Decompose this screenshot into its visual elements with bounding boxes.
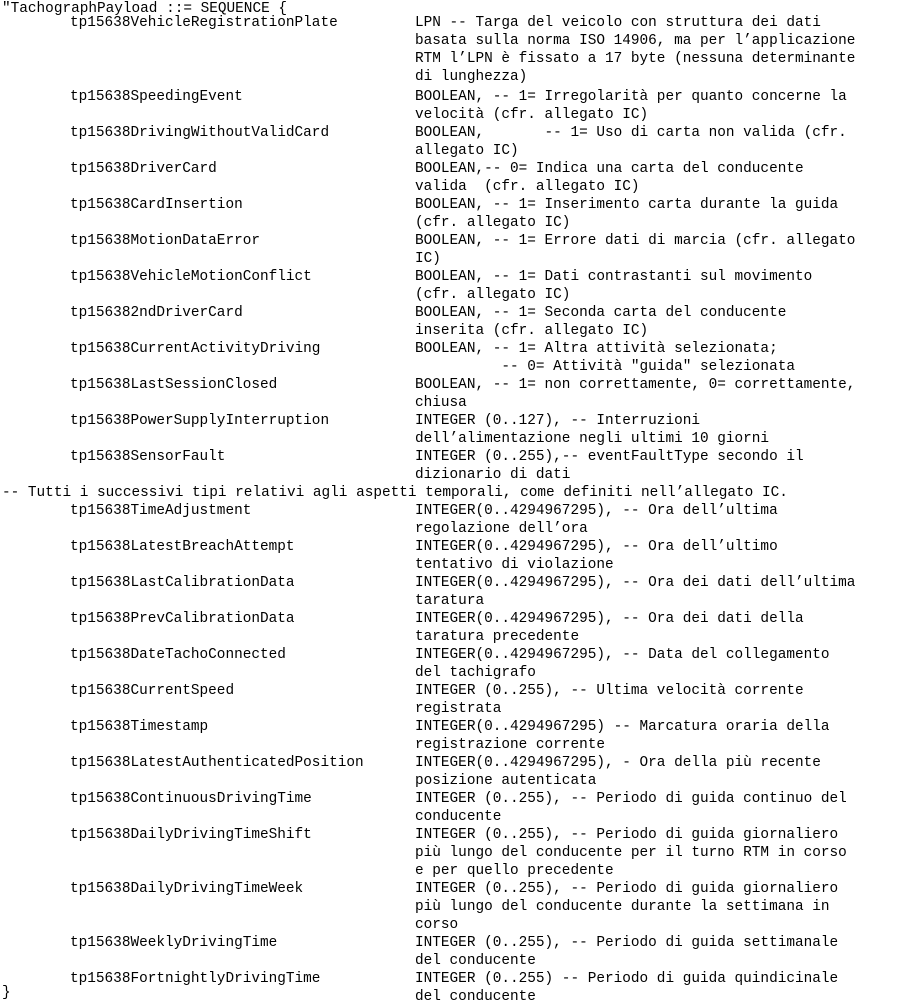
field-description: BOOLEAN, -- 1= non correttamente, 0= correttamente, chiusa [415, 377, 856, 411]
field-name: tp15638DailyDrivingTimeWeek [70, 881, 304, 897]
field-description: BOOLEAN, -- 1= Errore dati di marcia (cfr. allegato IC) [415, 233, 856, 267]
field-description: BOOLEAN,-- 0= Indica una carta del conducente valida (cfr. allegato IC) [415, 161, 804, 195]
field-description: INTEGER (0..255), -- Periodo di guida giornaliero più lungo del conducente per il turno RTM in corso e per quello precedente [415, 827, 847, 879]
field-name: tp15638VehicleRegistrationPlate [70, 15, 338, 31]
field-description: INTEGER(0..4294967295), -- Ora dei dati della taratura precedente [415, 611, 804, 645]
field-name: tp15638FortnightlyDrivingTime [70, 971, 321, 987]
field-name: tp15638DriverCard [70, 161, 217, 177]
field-description: INTEGER (0..255), -- Periodo di guida giornaliero più lungo del conducente durante la settimana in corso [415, 881, 839, 933]
field-description: BOOLEAN, -- 1= Seconda carta del conducente inserita (cfr. allegato IC) [415, 305, 787, 339]
field-name: tp15638LastCalibrationData [70, 575, 295, 591]
field-name: tp15638DateTachoConnected [70, 647, 286, 663]
field-name: tp15638LastSessionClosed [70, 377, 278, 393]
field-description: INTEGER (0..255), -- Periodo di guida settimanale del conducente [415, 935, 839, 969]
field-name: tp15638TimeAdjustment [70, 503, 252, 519]
field-name: tp15638CardInsertion [70, 197, 243, 213]
field-description: INTEGER (0..127), -- Interruzioni dell’alimentazione negli ultimi 10 giorni [415, 413, 770, 447]
field-name: tp15638Timestamp [70, 719, 209, 735]
field-description: INTEGER (0..255), -- Periodo di guida continuo del conducente [415, 791, 847, 825]
field-name: tp15638PrevCalibrationData [70, 611, 295, 627]
field-name: tp15638VehicleMotionConflict [70, 269, 312, 285]
field-name: tp15638DailyDrivingTimeShift [70, 827, 312, 843]
field-description: INTEGER (0..255), -- Ultima velocità corrente registrata [415, 683, 804, 717]
section-comment: -- Tutti i successivi tipi relativi agli aspetti temporali, come definiti nell’allegato IC. [2, 485, 788, 501]
field-name: tp15638DrivingWithoutValidCard [70, 125, 330, 141]
field-description: INTEGER(0..4294967295), -- Ora dell’ultimo tentativo di violazione [415, 539, 778, 573]
field-name: tp15638LatestAuthenticatedPosition [70, 755, 364, 771]
field-description: INTEGER(0..4294967295), -- Data del collegamento del tachigrafo [415, 647, 830, 681]
field-name: tp15638SpeedingEvent [70, 89, 243, 105]
field-name: tp15638MotionDataError [70, 233, 260, 249]
field-description: BOOLEAN, -- 1= Irregolarità per quanto concerne la velocità (cfr. allegato IC) [415, 89, 847, 123]
field-name: tp15638SensorFault [70, 449, 226, 465]
field-description: LPN -- Targa del veicolo con struttura dei dati basata sulla norma ISO 14906, ma per l’applicazione RTM l’LPN è fissato a 17 byte (nessuna determinante di lunghezza) [415, 15, 856, 85]
field-name: tp15638CurrentSpeed [70, 683, 235, 699]
field-description: BOOLEAN, -- 1= Inserimento carta durante la guida (cfr. allegato IC) [415, 197, 839, 231]
field-description: INTEGER(0..4294967295) -- Marcatura oraria della registrazione corrente [415, 719, 830, 753]
sequence-header: "TachographPayload ::= SEQUENCE { [2, 1, 287, 17]
field-description: INTEGER(0..4294967295), -- Ora dei dati dell’ultima taratura [415, 575, 856, 609]
field-description: INTEGER (0..255) -- Periodo di guida quindicinale del conducente [415, 971, 839, 1005]
field-name: tp156382ndDriverCard [70, 305, 243, 321]
field-description: BOOLEAN, -- 1= Dati contrastanti sul movimento (cfr. allegato IC) [415, 269, 813, 303]
field-description: INTEGER (0..255),-- eventFaultType secondo il dizionario di dati [415, 449, 804, 483]
field-name: tp15638PowerSupplyInterruption [70, 413, 330, 429]
field-name: tp15638ContinuousDrivingTime [70, 791, 312, 807]
field-name: tp15638CurrentActivityDriving [70, 341, 321, 357]
field-description: BOOLEAN, -- 1= Altra attività selezionata; -- 0= Attività "guida" selezionata [415, 341, 795, 375]
field-description: INTEGER(0..4294967295), -- Ora dell’ultima regolazione dell’ora [415, 503, 778, 537]
field-name: tp15638LatestBreachAttempt [70, 539, 295, 555]
sequence-closing-brace: } [2, 985, 11, 1001]
field-description: BOOLEAN, -- 1= Uso di carta non valida (cfr. allegato IC) [415, 125, 847, 159]
field-description: INTEGER(0..4294967295), - Ora della più recente posizione autenticata [415, 755, 821, 789]
field-name: tp15638WeeklyDrivingTime [70, 935, 278, 951]
